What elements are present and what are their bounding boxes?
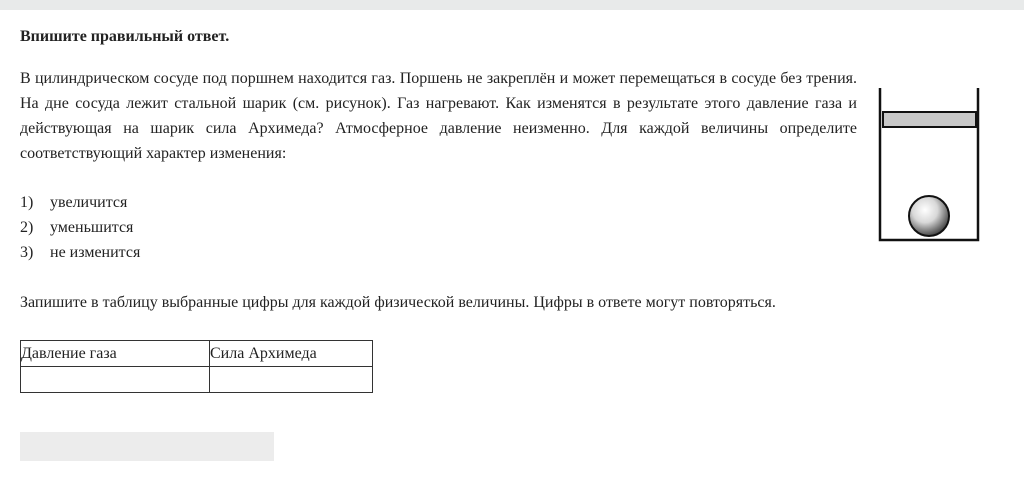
table-header-row — [21, 341, 373, 367]
task-title: Впишите правильный ответ. — [20, 28, 230, 45]
options-list — [20, 190, 140, 265]
answer-cell-gas-pressure — [21, 367, 210, 393]
header-gas-pressure: Давление газа — [21, 341, 210, 367]
option-number: 1) — [20, 194, 34, 211]
header-archimedes-force: Сила Архимеда — [210, 341, 373, 367]
answer-table — [20, 340, 373, 393]
answer-cell-archimedes-force — [210, 367, 373, 393]
option-item — [20, 190, 140, 215]
option-label: не изменится — [50, 244, 141, 261]
option-item — [20, 215, 140, 240]
instruction-text: Запишите в таблицу выбранные цифры для каждой физической величины. Цифры в ответе могут повторяться. — [20, 294, 776, 311]
gas-pressure-input[interactable] — [21, 367, 209, 392]
submit-area[interactable] — [20, 432, 274, 461]
option-label: уменьшится — [50, 219, 134, 236]
option-label: увеличится — [50, 194, 128, 211]
cylinder-figure — [874, 86, 986, 246]
option-item — [20, 240, 140, 265]
option-number: 2) — [20, 219, 34, 236]
option-number: 3) — [20, 244, 34, 261]
archimedes-force-input[interactable] — [210, 367, 372, 392]
task-text: В цилиндрическом сосуде под поршнем находится газ. Поршень не закреплён и может перемещаться в сосуде без трения. На дне сосуда лежит стальной шарик (см. рисунок). Газ нагревают. Как изменятся в результате этого давление газа и действующая на шарик сила Архимеда? Атмосферное давление неизменно. Для каждой величины определите соответствующий характер изменения: — [20, 70, 857, 162]
piston — [883, 112, 976, 127]
top-bar — [0, 0, 1024, 10]
steel-ball — [909, 196, 949, 236]
table-answer-row — [21, 367, 373, 393]
